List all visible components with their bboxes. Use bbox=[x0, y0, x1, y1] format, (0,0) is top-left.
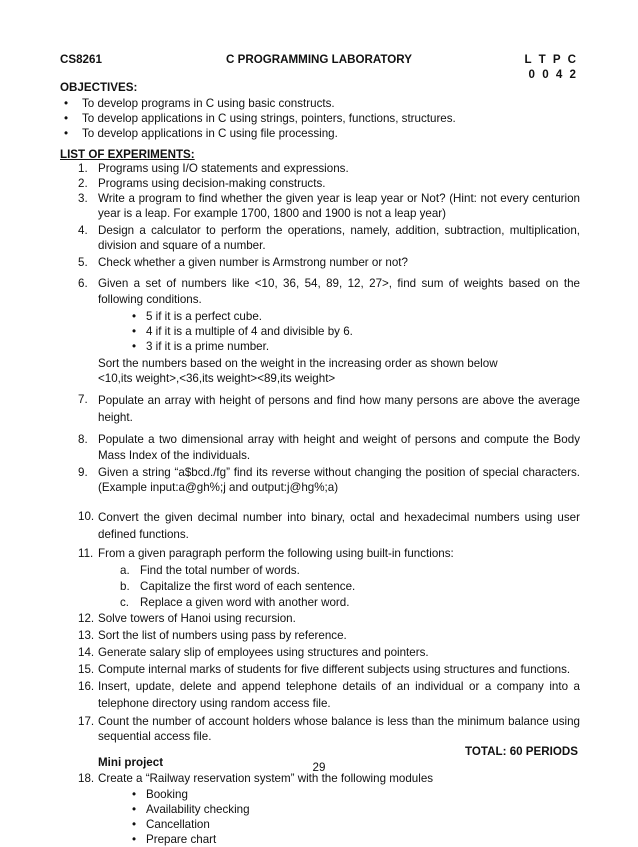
experiment-item bbox=[78, 432, 580, 462]
experiment-item bbox=[78, 546, 580, 611]
item-number: 8. bbox=[78, 433, 88, 447]
item-number: 13. bbox=[78, 628, 95, 642]
ltpc-label: L T P C bbox=[524, 53, 578, 66]
objective-item: • To develop applications in C using file processing. bbox=[60, 126, 580, 141]
experiment-item bbox=[78, 679, 580, 713]
item-text: Solve towers of Hanoi using recursion. bbox=[98, 611, 296, 625]
item-number: 10. bbox=[78, 509, 95, 523]
condition-item: • 5 if it is a perfect cube. bbox=[98, 309, 580, 324]
course-title: C PROGRAMMING LABORATORY bbox=[226, 53, 412, 66]
item-number: 5. bbox=[78, 256, 88, 270]
item-text: From a given paragraph perform the following using built-in functions: bbox=[98, 546, 454, 560]
total-periods: TOTAL: 60 PERIODS bbox=[465, 745, 578, 758]
module-item: • Prepare chart bbox=[98, 832, 580, 847]
condition-item: • 3 if it is a prime number. bbox=[98, 339, 580, 354]
item-number: 2. bbox=[78, 177, 88, 191]
experiment-item bbox=[78, 223, 580, 253]
item-text: Design a calculator to perform the operations, namely, addition, subtraction, multiplication, division and square of a number. bbox=[98, 224, 580, 253]
experiment-item bbox=[78, 714, 580, 744]
module-item: • Cancellation bbox=[98, 817, 580, 832]
condition-item: • 4 if it is a multiple of 4 and divisible by 6. bbox=[98, 324, 580, 339]
item-text: Programs using I/O statements and expressions. bbox=[98, 162, 349, 175]
item-number: 18. bbox=[78, 771, 95, 785]
ltpc-credits: 0 0 4 2 bbox=[528, 68, 578, 81]
item-text: Populate a two dimensional array with height and weight of persons and compute the Body Mass Index of the individuals. bbox=[98, 433, 580, 462]
item-number: 6. bbox=[78, 277, 88, 291]
item-number: 16. bbox=[78, 679, 95, 693]
experiment-item bbox=[78, 645, 580, 660]
item-text: Sort the list of numbers using pass by reference. bbox=[98, 628, 347, 642]
item-text: Programs using decision-making constructs. bbox=[98, 177, 326, 191]
course-header bbox=[60, 52, 578, 86]
experiment-item bbox=[78, 465, 580, 495]
item-number: 1. bbox=[78, 162, 88, 175]
item-text: Compute internal marks of students for five different subjects using structures and functions. bbox=[98, 662, 571, 676]
module-item: • Availability checking bbox=[98, 802, 580, 817]
objectives-list bbox=[60, 96, 580, 141]
experiment-item bbox=[78, 771, 580, 847]
item-text: Write a program to find whether the given year is leap year or Not? (Hint: not every centurion year is a leap. For example 1700, 1800 and 1900 is not a leap year) bbox=[98, 192, 580, 221]
item-number: 7. bbox=[78, 392, 88, 406]
item-text: Count the number of account holders whose balance is less than the minimum balance using sequential access file. bbox=[98, 715, 580, 744]
item-number: 12. bbox=[78, 611, 95, 625]
paragraph-tasks-list bbox=[98, 563, 580, 611]
objective-item: • To develop programs in C using basic constructs. bbox=[60, 96, 580, 111]
task-item: a. Find the total number of words. bbox=[120, 563, 300, 577]
course-code: CS8261 bbox=[60, 53, 102, 66]
item-number: 11. bbox=[78, 546, 94, 560]
item-number: 14. bbox=[78, 645, 95, 659]
experiment-item bbox=[78, 255, 580, 270]
item-text: Given a set of numbers like <10, 36, 54, 89, 12, 27>, find sum of weights based on the following conditions. bbox=[98, 277, 580, 306]
experiment-item bbox=[78, 176, 580, 191]
experiment-item bbox=[78, 276, 580, 385]
experiments-heading: LIST OF EXPERIMENTS: bbox=[60, 148, 195, 161]
item-text: Generate salary slip of employees using structures and pointers. bbox=[98, 645, 429, 659]
item-text: Insert, update, delete and append telephone details of an individual or a company into a telephone directory using random access file. bbox=[98, 679, 580, 710]
task-item: b. Capitalize the first word of each sentence. bbox=[120, 579, 356, 593]
item-text: Populate an array with height of persons and find how many persons are above the average height. bbox=[98, 393, 580, 425]
item-number: 4. bbox=[78, 224, 88, 238]
item-text: Convert the given decimal number into binary, octal and hexadecimal numbers using user defined functions. bbox=[98, 510, 580, 542]
item-number: 17. bbox=[78, 715, 95, 729]
page-number: 29 bbox=[312, 761, 326, 774]
item-text: Create a “Railway reservation system” with the following modules bbox=[98, 771, 434, 785]
module-item: • Booking bbox=[98, 787, 580, 802]
objective-item: • To develop applications in C using strings, pointers, functions, structures. bbox=[60, 111, 580, 126]
experiment-item bbox=[78, 628, 580, 643]
experiment-item bbox=[78, 191, 580, 221]
experiment-item bbox=[78, 509, 580, 544]
experiment-item bbox=[78, 392, 580, 427]
weight-conditions-list bbox=[98, 309, 580, 354]
item-number: 3. bbox=[78, 192, 88, 206]
objectives-heading: OBJECTIVES: bbox=[60, 81, 138, 94]
modules-list bbox=[98, 787, 580, 847]
experiment-item bbox=[78, 161, 580, 176]
experiment-item bbox=[78, 662, 580, 677]
item-text: Given a string “a$bcd./fg” find its reverse without changing the position of special characters. (Example input:a@gh%;j and output:j@hg%;a) bbox=[98, 465, 580, 494]
item-text: Check whether a given number is Armstrong number or not? bbox=[98, 256, 408, 270]
task-item: c. Replace a given word with another word. bbox=[120, 595, 350, 609]
item-number: 9. bbox=[78, 465, 88, 479]
item-number: 15. bbox=[78, 662, 95, 676]
experiment-item bbox=[78, 611, 580, 626]
item-continuation: Sort the numbers based on the weight in the increasing order as shown below <10,its weight>,<36,its weight><89,its weight> bbox=[98, 356, 498, 385]
mini-project-heading: Mini project bbox=[98, 755, 164, 769]
